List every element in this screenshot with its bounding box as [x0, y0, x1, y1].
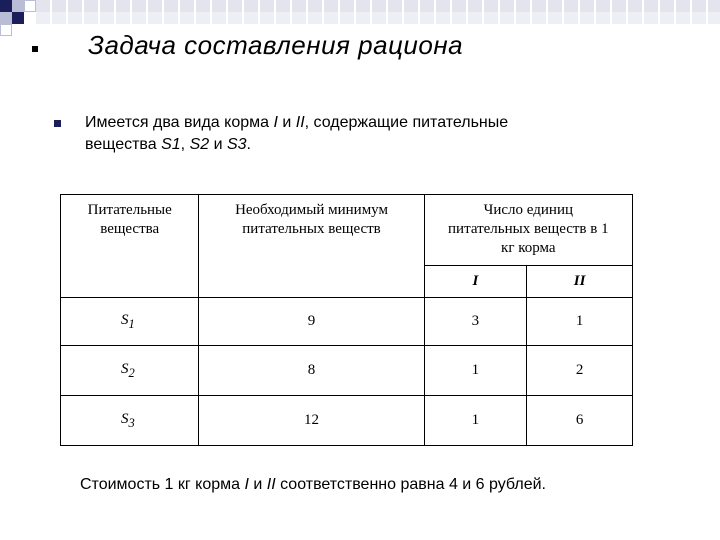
header-feed-1: I [424, 266, 527, 298]
footer-text-part: Стоимость 1 кг корма [80, 476, 245, 493]
feed-2-label: II [295, 114, 305, 131]
feed-2-value: 1 [527, 298, 633, 346]
feed-2-value: 6 [527, 396, 633, 446]
intro-text-part: , [180, 136, 190, 153]
nutrient-letter: S [121, 410, 129, 427]
intro-text-part: . [246, 136, 251, 153]
table-row [61, 396, 633, 446]
nutrient-name [61, 396, 199, 446]
feed-2-value: 2 [527, 346, 633, 396]
header-feed-2: II [527, 266, 633, 298]
cost-statement [80, 476, 546, 494]
header-nutrients: Питательные вещества [61, 195, 199, 298]
nutrient-index: 3 [128, 415, 135, 430]
nutrient-index: 1 [128, 316, 135, 331]
intro-text-part: и [277, 114, 296, 131]
nutrient-letter: S [121, 311, 129, 328]
header-minimum: Необходимый минимум питательных веществ [199, 195, 424, 298]
deco-square-icon [0, 24, 12, 36]
intro-text-part: , содержащие питательные [304, 114, 509, 131]
nutrient-s1-label: S1 [161, 136, 181, 153]
feed-2-label: II [266, 476, 276, 493]
table-row [61, 298, 633, 346]
footer-text-part: соответственно равна 4 и 6 рублей. [275, 476, 546, 493]
feed-1-label: I [244, 476, 249, 493]
nutrient-s3-label: S3 [226, 136, 247, 153]
feed-1-value: 3 [424, 298, 527, 346]
deco-square-icon [24, 0, 36, 12]
nutrient-s2-label: S2 [189, 136, 210, 153]
intro-text-part: и [209, 136, 227, 153]
deco-square-icon [12, 0, 24, 12]
deco-stripe-bar [36, 0, 720, 34]
feed-1-label: I [273, 114, 278, 131]
intro-text-part: вещества [85, 136, 162, 153]
page-title: Задача составления рациона [88, 30, 464, 60]
deco-square-icon [0, 0, 12, 12]
minimum-value: 12 [199, 396, 424, 446]
title-bullet-icon [32, 46, 38, 52]
intro-text [85, 112, 645, 156]
diet-table [60, 194, 633, 446]
header-units: Число единиц питательных веществ в 1 кг корма [424, 195, 632, 266]
minimum-value: 9 [199, 298, 424, 346]
minimum-value: 8 [199, 346, 424, 396]
bullet-square-icon [54, 120, 61, 127]
nutrient-name [61, 298, 199, 346]
intro-text-part: Имеется два вида корма [85, 114, 274, 131]
nutrient-letter: S [121, 360, 129, 377]
table-header-row [61, 195, 633, 266]
feed-1-value: 1 [424, 346, 527, 396]
table-row [61, 346, 633, 396]
deco-square-icon [0, 12, 12, 24]
deco-square-icon [12, 12, 24, 24]
nutrient-name [61, 346, 199, 396]
nutrient-index: 2 [128, 365, 135, 380]
feed-1-value: 1 [424, 396, 527, 446]
footer-text-part: и [248, 476, 267, 493]
